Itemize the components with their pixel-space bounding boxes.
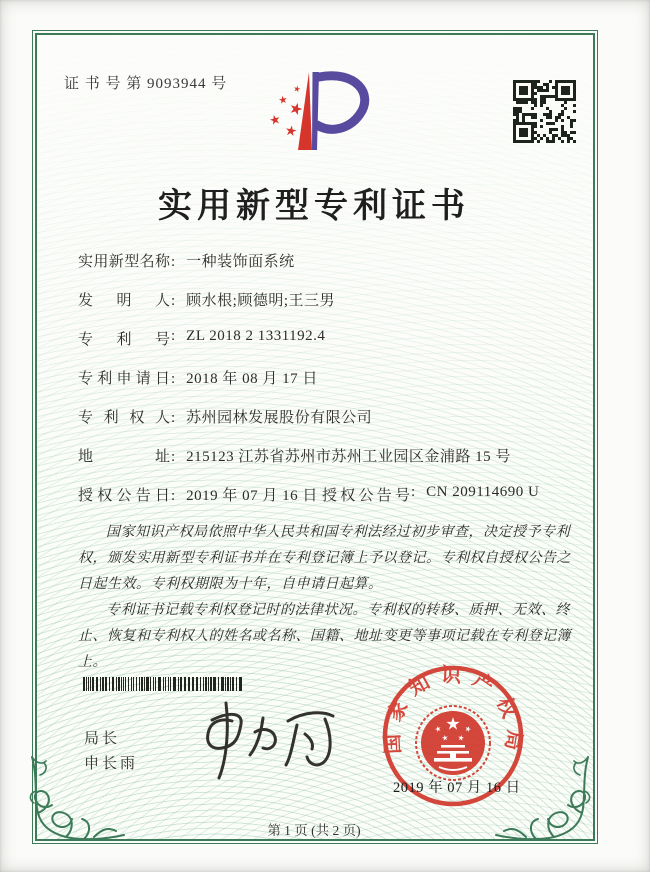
qr-code [513,80,576,143]
field-value: 215123 江苏省苏州市苏州工业园区金浦路 15 号 [186,449,511,465]
field-colon: : [171,371,176,387]
national-emblem-icon [416,706,490,780]
field-row-name [78,250,578,289]
field-colon: : [171,293,176,309]
field-label: 授权公告号 [322,488,410,504]
field-value: 顾水根;顾德明;王三男 [186,293,336,309]
field-value: 2019 年 07 月 16 日 [186,488,318,504]
legal-paragraph-2: 专利证书记载专利权登记时的法律状况。专利权的转移、质押、无效、终止、恢复和专利权人的姓名或名称、国籍、地址变更等事项记载在专利登记簿上。 [78,603,571,670]
field-row-address [78,445,578,484]
field-label: 专利申请日 [78,371,170,387]
field-label: 地址 [78,449,170,465]
field-colon: : [171,449,176,465]
legal-paragraph-1: 国家知识产权局依照中华人民共和国专利法经过初步审查，决定授予专利权，颁发实用新型专利证书并在专利登记簿上予以登记。专利权自授权公告之日起生效。专利权期限为十年，自申请日起算。 [78,525,571,592]
field-colon: : [171,328,176,344]
field-colon: : [171,254,176,270]
field-row-grant-date [78,484,578,523]
field-label: 实用新型名称 [78,254,170,270]
certificate-fields [78,250,578,523]
field-row-patent-number [78,328,578,367]
field-label: 授权公告日 [78,488,170,504]
field-label: 专利号 [78,332,170,348]
field-value: 2018 年 08 月 17 日 [186,371,318,387]
field-row-inventor [78,289,578,328]
field-colon: : [171,410,176,426]
field-colon: : [411,484,416,500]
field-colon: : [171,488,176,504]
director-title-label: 局长 [84,731,121,747]
director-signature [186,698,341,783]
field-value: 苏州园林发展股份有限公司 [186,410,373,426]
field-row-filing-date [78,367,578,406]
certificate-title: 实用新型专利证书 [158,188,470,225]
field-row-patentee [78,406,578,445]
barcode [83,677,245,691]
grant-date-stamp: 2019 年 07 月 16 日 [393,780,521,796]
director-name-label: 申长雨 [84,756,139,772]
field-label: 发明人 [78,293,170,309]
cnipa-logo-icon [250,64,382,158]
field-label: 专利权人 [78,410,170,426]
page-number-footer: 第 1 页 (共 2 页) [267,823,361,838]
legal-text [78,520,574,676]
field-value: CN 209114690 U [426,484,540,500]
field-value: ZL 2018 2 1331192.4 [186,328,326,344]
field-value: 一种装饰面系统 [186,254,295,270]
seal-text: 国家知识产权局 [381,664,526,762]
certificate-number: 证 书 号 第 9093944 号 [64,76,228,92]
field-grant-number [322,484,539,505]
